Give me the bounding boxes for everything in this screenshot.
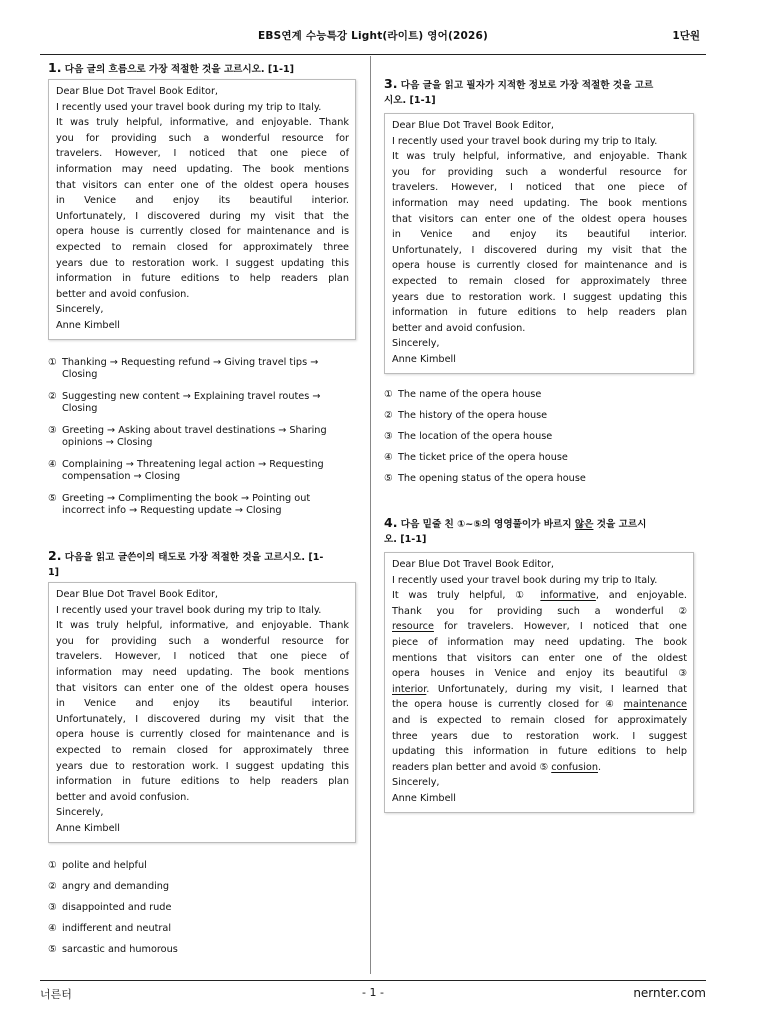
passage-line: that visitors can enter one of the oldest opera houses (392, 213, 687, 225)
option-number: ⑤ (48, 943, 57, 955)
option-number: ② (384, 409, 393, 421)
passage-line: better and avoid confusion. (56, 791, 190, 803)
passage-line: updating this information in future editions to help (392, 746, 687, 758)
passage-line: better and avoid confusion. (56, 288, 190, 300)
answer-option[interactable] (384, 410, 694, 431)
passage-line: Sincerely, (392, 777, 440, 789)
question-number: 1. (48, 60, 62, 75)
question-text: 다음 글을 읽고 필자가 지적한 정보로 가장 적절한 것을 고르 (400, 80, 654, 91)
option-text: Thanking → Requesting refund → Giving travel tips → (62, 356, 319, 368)
answer-option[interactable] (48, 944, 356, 965)
passage-line: Sincerely, (56, 304, 104, 316)
underlined-word: interior (392, 683, 427, 695)
passage-line: information may need updating. The book mentions (56, 163, 349, 175)
passage-text: readers plan better and avoid (392, 761, 537, 773)
passage-box (48, 582, 356, 843)
answer-option[interactable] (384, 431, 694, 452)
answer-option[interactable] (384, 473, 694, 494)
underlined-word: informative (540, 590, 596, 602)
question-4-title (384, 515, 694, 547)
passage-line: Dear Blue Dot Travel Book Editor, (392, 559, 555, 570)
passage-line: Anne Kimbell (56, 822, 120, 834)
passage-line: travelers. However, I noticed that one piece of (56, 651, 349, 663)
option-number: ① (48, 859, 57, 871)
passage-line: years due to restoration work. I suggest updating this (56, 760, 349, 772)
underline-marker: ② (678, 605, 687, 617)
passage-line: you for providing such a wonderful resource for (56, 132, 349, 144)
passage-line: travelers. However, I noticed that one piece of (56, 148, 349, 160)
question-number: 4. (384, 515, 398, 530)
passage-line: years due to restoration work. I suggest updating this (392, 291, 687, 303)
passage-line: opera house is currently closed for maintenance and is (392, 260, 687, 272)
option-number: ② (48, 390, 57, 402)
option-text: sarcastic and humorous (62, 943, 178, 955)
answer-option[interactable] (48, 923, 356, 944)
underline-marker: ③ (678, 668, 687, 680)
answer-option[interactable] (48, 860, 356, 881)
passage-line (392, 697, 687, 713)
question-text: 것을 고르시 (593, 519, 647, 530)
question-3 (384, 76, 694, 494)
question-text: 다음 밑줄 친 ①~⑤의 영영풀이가 바르지 (400, 519, 575, 530)
answer-option[interactable] (48, 391, 356, 425)
question-number: 3. (384, 76, 398, 91)
option-text: Closing (62, 403, 98, 414)
answer-option[interactable] (48, 425, 356, 459)
passage-text: It was truly helpful, (392, 590, 506, 602)
passage-box (384, 552, 694, 813)
passage-line: I recently used your travel book during my trip to Italy. (392, 574, 658, 586)
passage-line (392, 666, 687, 682)
passage-line: I recently used your travel book during my trip to Italy. (392, 135, 658, 147)
answer-option[interactable] (384, 452, 694, 473)
underlined-word: resource (392, 621, 434, 633)
option-text: Suggesting new content → Explaining travel routes → (62, 390, 321, 402)
question-2-title (48, 548, 356, 580)
passage-line: in Venice and enjoy its beautiful interior. (392, 229, 687, 241)
passage-line: years due to restoration work. I suggest updating this (56, 257, 349, 269)
passage-line: expected to remain closed for approximately three (56, 744, 349, 756)
passage-text: Thank you for providing such a wonderful (392, 605, 664, 617)
question-text: 오. [1-1] (384, 534, 427, 545)
header-title: EBS연계 수능특강 Light(라이트) 영어(2026) (258, 30, 488, 42)
passage-text: . (597, 761, 602, 773)
option-text: compensation → Closing (62, 471, 181, 482)
answer-option[interactable] (48, 459, 356, 493)
passage-line: information in future editions to help readers plan (56, 776, 349, 788)
option-number: ① (48, 356, 57, 368)
passage-line: piece of information may need updating. The book (392, 636, 687, 648)
option-text: angry and demanding (62, 880, 170, 892)
passage-line: Unfortunately, I discovered during my visit that the (56, 713, 349, 725)
option-text: incorrect info → Requesting update → Closing (62, 505, 282, 516)
option-number: ④ (384, 451, 393, 463)
passage-line (392, 619, 687, 635)
option-text: The location of the opera house (398, 430, 553, 442)
passage-line: It was truly helpful, informative, and enjoyable. Thank (56, 620, 349, 632)
option-text: polite and helpful (62, 859, 147, 871)
question-text: 다음 글의 흐름으로 가장 적절한 것을 고르시오. [1-1] (64, 64, 295, 75)
passage-line: It was truly helpful, informative, and enjoyable. Thank (392, 151, 687, 163)
column-divider (370, 56, 371, 974)
passage-line: that visitors can enter one of the oldest opera houses (56, 682, 349, 694)
passage-line: expected to remain closed for approximately three (392, 275, 687, 287)
passage-line: opera house is currently closed for maintenance and is (56, 729, 349, 741)
passage-line: travelers. However, I noticed that one piece of (392, 182, 687, 194)
underline-marker: ⑤ (539, 761, 549, 773)
option-text: The ticket price of the opera house (398, 451, 568, 463)
option-text: Closing (62, 369, 98, 380)
passage-text: . Unfortunately, during my visit, I learned that (426, 683, 687, 695)
question-number: 2. (48, 548, 62, 563)
option-number: ④ (48, 922, 57, 934)
passage-line: information in future editions to help readers plan (392, 307, 687, 319)
passage-line: opera house is currently closed for maintenance and is (56, 226, 349, 238)
passage-line: mentions that visitors can enter one of the oldest (392, 652, 687, 664)
answer-option[interactable] (48, 493, 356, 527)
passage-line: Dear Blue Dot Travel Book Editor, (392, 120, 555, 131)
page-footer (40, 980, 706, 1005)
option-text: Greeting → Complimenting the book → Pointing out (62, 492, 311, 504)
passage-line (392, 682, 687, 698)
answer-options (48, 357, 356, 527)
footer-brand: 너른터 (40, 988, 72, 1001)
question-1-title (48, 60, 356, 77)
option-text: The opening status of the opera house (398, 472, 586, 484)
passage-line: that visitors can enter one of the oldest opera houses (56, 179, 349, 191)
underline-marker: ① (515, 590, 531, 602)
passage-line (392, 588, 687, 604)
question-text: 시오. [1-1] (384, 95, 436, 106)
passage-line: in Venice and enjoy its beautiful interior. (56, 698, 349, 710)
passage-box (48, 79, 356, 340)
passage-line: information may need updating. The book mentions (56, 666, 349, 678)
passage-line: Anne Kimbell (392, 792, 456, 804)
passage-line: information may need updating. The book mentions (392, 197, 687, 209)
passage-line: Sincerely, (56, 807, 104, 819)
footer-website: nernter.com (633, 986, 706, 1000)
passage-line: Sincerely, (392, 338, 440, 350)
answer-option[interactable] (48, 881, 356, 902)
passage-line (392, 604, 687, 620)
answer-options (384, 389, 694, 494)
passage-line: in Venice and enjoy its beautiful interior. (56, 195, 349, 207)
passage-line: It was truly helpful, informative, and enjoyable. Thank (56, 117, 349, 129)
passage-line: better and avoid confusion. (392, 322, 526, 334)
option-number: ② (48, 880, 57, 892)
answer-option[interactable] (384, 389, 694, 410)
page-header (40, 24, 706, 55)
page-number: - 1 - (362, 986, 384, 999)
passage-line: you for providing such a wonderful resource for (56, 635, 349, 647)
emphasized-word: 않은 (574, 519, 594, 530)
passage-line: Dear Blue Dot Travel Book Editor, (56, 589, 219, 600)
passage-text: the opera house is currently closed for (392, 699, 599, 711)
option-text: Complaining → Threatening legal action → Requesting (62, 458, 324, 470)
underlined-word: confusion (551, 761, 598, 773)
option-number: ③ (48, 424, 57, 436)
question-1 (48, 60, 356, 527)
question-4 (384, 515, 694, 813)
passage-box (384, 113, 694, 374)
passage-line: you for providing such a wonderful resource for (392, 166, 687, 178)
option-number: ⑤ (48, 492, 57, 504)
question-2 (48, 548, 356, 965)
header-unit: 1단원 (672, 30, 700, 42)
option-number: ① (384, 388, 393, 400)
option-text: The name of the opera house (398, 388, 542, 400)
passage-text: for travelers. However, I noticed that one (444, 621, 687, 633)
option-text: The history of the opera house (398, 409, 548, 421)
option-text: opinions → Closing (62, 437, 153, 448)
passage-line: expected to remain closed for approximately three (56, 241, 349, 253)
passage-line: information in future editions to help readers plan (56, 273, 349, 285)
answer-option[interactable] (48, 357, 356, 391)
option-text: disappointed and rude (62, 901, 172, 913)
option-number: ③ (384, 430, 393, 442)
option-number: ④ (48, 458, 57, 470)
passage-text: , and enjoyable. (595, 590, 687, 602)
passage-line: Anne Kimbell (392, 353, 456, 365)
question-text: 다음을 읽고 글쓴이의 태도로 가장 적절한 것을 고르시오. [1- (64, 552, 324, 563)
passage-line: Anne Kimbell (56, 319, 120, 331)
passage-line (392, 760, 687, 776)
question-text: 1] (48, 567, 60, 578)
option-number: ⑤ (384, 472, 393, 484)
answer-options (48, 860, 356, 965)
underline-marker: ④ (605, 699, 618, 711)
option-text: indifferent and neutral (62, 922, 172, 934)
passage-line: Unfortunately, I discovered during my visit that the (392, 244, 687, 256)
option-number: ③ (48, 901, 57, 913)
option-text: Greeting → Asking about travel destinations → Sharing (62, 424, 327, 436)
answer-option[interactable] (48, 902, 356, 923)
passage-line: I recently used your travel book during my trip to Italy. (56, 604, 322, 616)
passage-line: Dear Blue Dot Travel Book Editor, (56, 86, 219, 97)
passage-line: I recently used your travel book during my trip to Italy. (56, 101, 322, 113)
question-3-title (384, 76, 694, 108)
underlined-word: maintenance (623, 699, 687, 711)
passage-line: Unfortunately, I discovered during my visit that the (56, 210, 349, 222)
passage-line: three years due to restoration work. I suggest (392, 730, 687, 742)
passage-line: and is expected to remain closed for approximately (392, 714, 687, 726)
passage-text: opera houses in Venice and enjoy its beautiful (392, 668, 668, 680)
